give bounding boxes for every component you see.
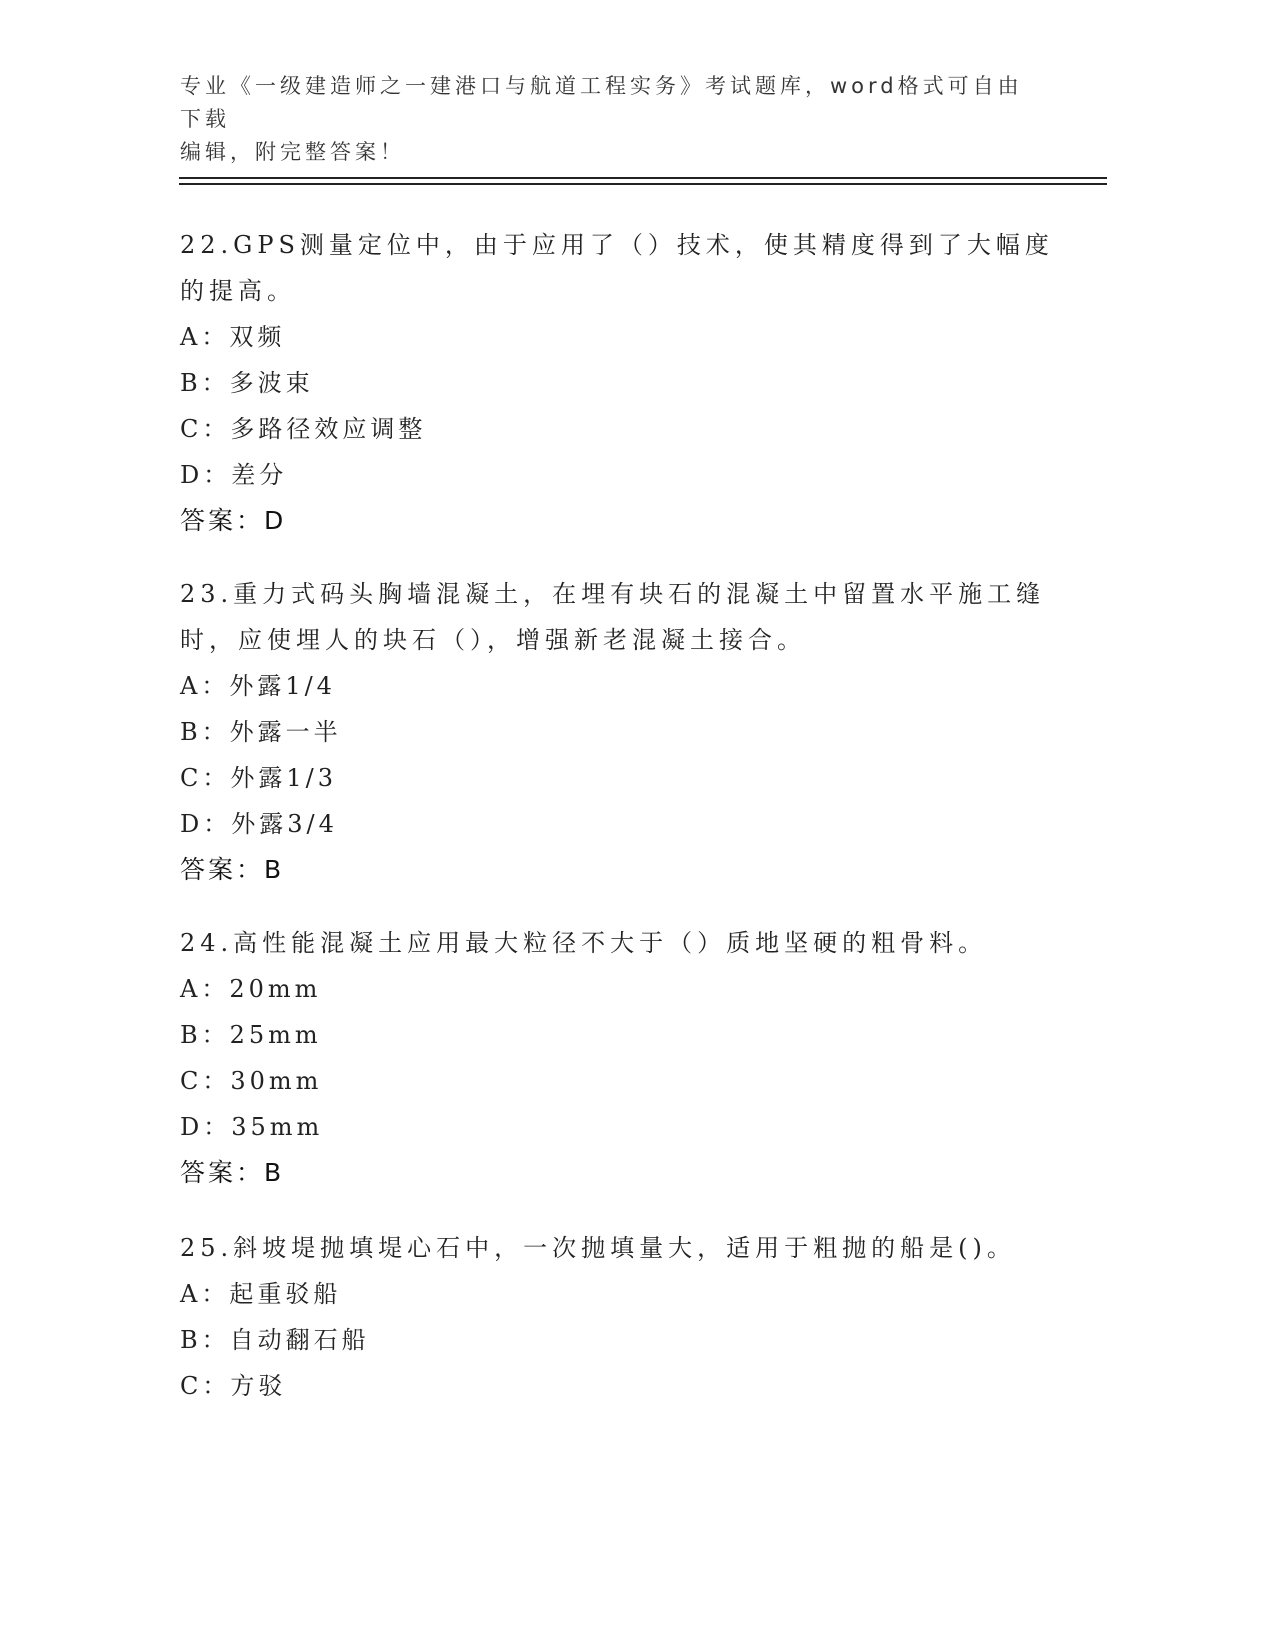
header-divider-bottom xyxy=(179,183,1107,185)
document-header xyxy=(180,70,1040,169)
option-a: A：20mm xyxy=(180,975,322,1003)
option-b: B：25mm xyxy=(180,1021,322,1049)
question-stem: 23.重力式码头胸墙混凝土，在埋有块石的混凝土中留置水平施工缝时，应使埋人的块石（），增强新老混凝土接合。 xyxy=(180,580,1046,654)
question-22 xyxy=(180,222,1080,544)
option-a: A：起重驳船 xyxy=(180,1280,342,1308)
answer: 答案：D xyxy=(180,506,287,535)
header-line-1: 专业《一级建造师之一建港口与航道工程实务》考试题库，word格式可自由下载 xyxy=(180,74,1023,131)
option-c: C：30mm xyxy=(180,1067,323,1095)
header-divider-top xyxy=(179,177,1107,179)
answer: 答案：B xyxy=(180,1158,285,1187)
option-c: C：方驳 xyxy=(180,1372,287,1400)
option-b: B：自动翻石船 xyxy=(180,1326,370,1354)
option-c: C：多路径效应调整 xyxy=(180,415,427,443)
question-stem: 22.GPS测量定位中，由于应用了（）技术，使其精度得到了大幅度的提高。 xyxy=(180,231,1054,305)
answer: 答案：B xyxy=(180,855,285,884)
option-d: D：外露3/4 xyxy=(180,810,338,838)
question-23 xyxy=(180,571,1080,893)
question-24 xyxy=(180,920,1080,1196)
question-stem: 24.高性能混凝土应用最大粒径不大于（）质地坚硬的粗骨料。 xyxy=(180,929,988,957)
question-stem: 25.斜坡堤抛填堤心石中，一次抛填量大，适用于粗抛的船是()。 xyxy=(180,1234,1016,1262)
option-a: A：外露1/4 xyxy=(180,672,336,700)
header-line-2: 编辑，附完整答案！ xyxy=(180,140,405,164)
option-b: B：外露一半 xyxy=(180,718,342,746)
option-c: C：外露1/3 xyxy=(180,764,337,792)
option-a: A：双频 xyxy=(180,323,286,351)
option-d: D：差分 xyxy=(180,461,288,489)
question-25 xyxy=(180,1225,1080,1409)
option-b: B：多波束 xyxy=(180,369,314,397)
option-d: D：35mm xyxy=(180,1113,324,1141)
